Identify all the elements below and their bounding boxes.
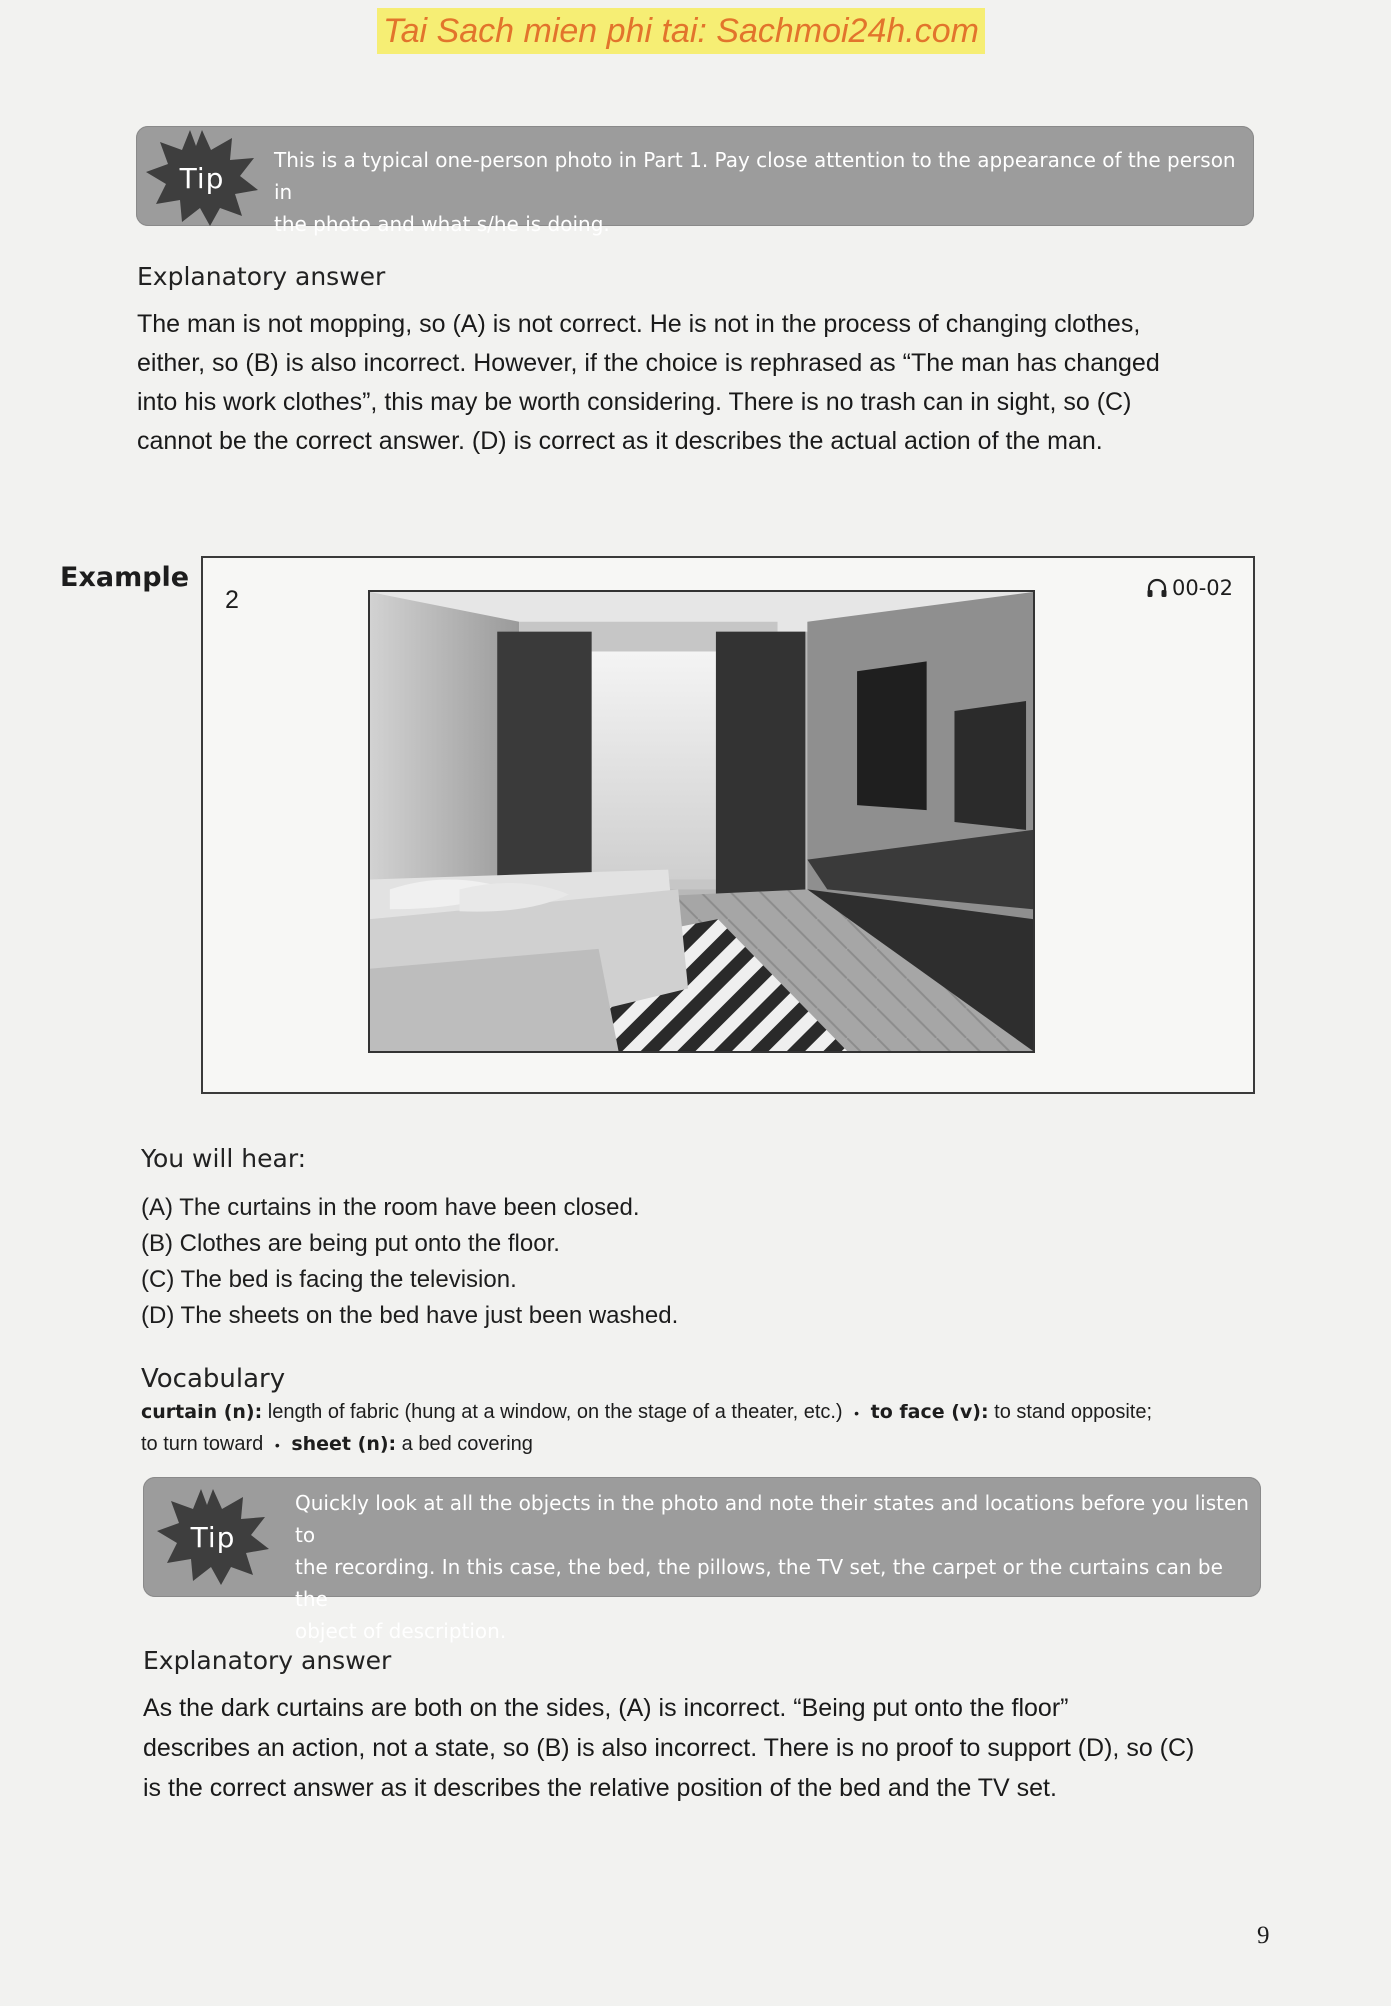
vocabulary-list	[141, 1397, 1251, 1461]
option-c: (C) The bed is facing the television.	[141, 1266, 517, 1293]
headphones-icon	[1146, 578, 1168, 598]
vocab-term: to face (v):	[870, 1401, 989, 1423]
explanatory-heading: Explanatory answer	[143, 1646, 392, 1675]
tip-text	[274, 144, 1254, 240]
vocab-term: sheet (n):	[291, 1433, 397, 1455]
tip-star-icon	[155, 1487, 271, 1587]
option-a: (A) The curtains in the room have been closed.	[141, 1194, 640, 1221]
paragraph-line: either, so (B) is also incorrect. However, if the choice is rephrased as “The man has changed	[137, 349, 1160, 377]
paragraph-line: cannot be the correct answer. (D) is correct as it describes the actual action of the man.	[137, 427, 1103, 455]
vocab-separator: •	[274, 1437, 280, 1453]
vocab-separator: •	[854, 1405, 860, 1421]
vocab-definition: a bed covering	[396, 1433, 533, 1455]
bedroom-photo	[368, 590, 1035, 1053]
tip-text	[295, 1487, 1261, 1647]
tip-line: This is a typical one-person photo in Part 1. Pay close attention to the appearance of the person in	[274, 148, 1236, 204]
paragraph-line: As the dark curtains are both on the sides, (A) is incorrect. “Being put onto the floor”	[143, 1694, 1069, 1722]
tip-box-2	[143, 1477, 1261, 1643]
example-label: Example	[60, 562, 190, 593]
answer-options	[141, 1190, 678, 1334]
vocab-definition: to stand opposite;	[988, 1401, 1153, 1423]
tip-line: the photo and what s/he is doing.	[274, 212, 610, 236]
vocabulary-line	[141, 1397, 1251, 1429]
example-number: 2	[225, 586, 239, 614]
you-will-hear-heading: You will hear:	[141, 1144, 307, 1173]
tip-line: Quickly look at all the objects in the photo and note their states and locations before you listen to	[295, 1491, 1249, 1547]
watermark-banner: Tai Sach mien phi tai: Sachmoi24h.com	[377, 8, 985, 54]
explanatory-paragraph	[137, 305, 1267, 461]
audio-track	[1146, 576, 1233, 600]
tip-line: object of description.	[295, 1619, 507, 1643]
paragraph-line: describes an action, not a state, so (B) is also incorrect. There is no proof to support (D), so (C)	[143, 1734, 1195, 1762]
paragraph-line: The man is not mopping, so (A) is not correct. He is not in the process of changing clothes,	[137, 310, 1141, 338]
paragraph-line: into his work clothes”, this may be worth considering. There is no trash can in sight, so (C)	[137, 388, 1132, 416]
vocab-term: curtain (n):	[141, 1401, 263, 1423]
audio-track-number: 00-02	[1171, 576, 1233, 600]
tip-star-icon	[144, 128, 260, 228]
option-b: (B) Clothes are being put onto the floor.	[141, 1230, 560, 1257]
vocab-definition: length of fabric (hung at a window, on the stage of a theater, etc.)	[262, 1401, 843, 1423]
page-number: 9	[1257, 1922, 1270, 1949]
option-d: (D) The sheets on the bed have just been washed.	[141, 1302, 679, 1329]
paragraph-line: is the correct answer as it describes the relative position of the bed and the TV set.	[143, 1774, 1057, 1802]
explanatory-paragraph	[143, 1688, 1273, 1808]
tip-label: Tip	[190, 1520, 236, 1554]
vocabulary-line	[141, 1429, 1251, 1461]
tip-box-1	[136, 126, 1254, 236]
tip-line: the recording. In this case, the bed, the pillows, the TV set, the carpet or the curtains can be the	[295, 1555, 1223, 1611]
vocabulary-heading: Vocabulary	[141, 1364, 286, 1394]
explanatory-heading: Explanatory answer	[137, 262, 386, 291]
tip-label: Tip	[179, 161, 225, 195]
vocab-definition: to turn toward	[141, 1433, 264, 1455]
